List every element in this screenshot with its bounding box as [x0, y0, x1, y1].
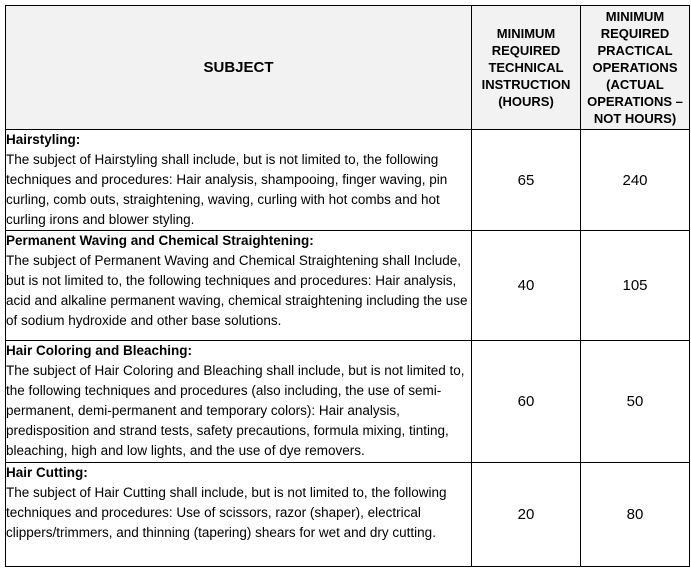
header-line: OPERATIONS: [592, 60, 678, 75]
operations-cell: 50: [581, 341, 690, 463]
subject-description: The subject of Hairstyling shall include, but is not limited to, the following techniques and procedures: Hair analysis, shampooing, finger waving, pin curling, comb outs, straightening, waving, curling with hot combs and hot curling irons and blower styling.: [6, 152, 448, 227]
operations-cell: 80: [581, 463, 690, 567]
operations-cell: 240: [581, 130, 690, 231]
subject-cell: [6, 231, 472, 341]
header-row: [6, 6, 690, 130]
header-line: (HOURS): [498, 94, 554, 109]
subject-description: The subject of Permanent Waving and Chemical Straightening shall Include, but is not limited to, the following techniques and procedures: Hair analysis, acid and alkaline permanent waving, chemical straightening including the use of sodium hydroxide and other base solutions.: [6, 253, 468, 328]
subject-cell: [6, 130, 472, 231]
header-line: REQUIRED: [600, 26, 670, 41]
hours-cell: 20: [472, 463, 581, 567]
technical-hours-column-header: [472, 6, 581, 130]
header-line: NOT HOURS): [593, 111, 677, 126]
subject-description: The subject of Hair Coloring and Bleaching shall include, but is not limited to, the following techniques and procedures (also including, the use of semi-permanent, demi-permanent and temporary colors): Hair analysis, predisposition and strand tests, safety precautions, formula mixing, tinting, bleaching, high and low lights, and the use of dye removers.: [6, 363, 465, 458]
hours-cell: 60: [472, 341, 581, 463]
header-line: TECHNICAL: [488, 60, 564, 75]
header-line: MINIMUM: [496, 26, 556, 41]
table-row: [6, 231, 690, 341]
practical-operations-column-header: [581, 6, 690, 130]
hours-cell: 65: [472, 130, 581, 231]
table-row: [6, 463, 690, 567]
header-line: PRACTICAL: [597, 43, 673, 58]
subject-title: Hair Coloring and Bleaching:: [6, 343, 193, 358]
header-line: REQUIRED: [491, 43, 561, 58]
header-line: MINIMUM: [605, 9, 665, 24]
subject-column-header: SUBJECT: [6, 6, 472, 130]
operations-cell: 105: [581, 231, 690, 341]
requirements-table: [5, 5, 690, 567]
subject-title: Permanent Waving and Chemical Straightening:: [6, 233, 314, 248]
subject-title: Hairstyling:: [6, 132, 81, 147]
table-row: [6, 130, 690, 231]
header-line: (ACTUAL: [606, 77, 664, 92]
header-line: OPERATIONS –: [587, 94, 683, 109]
subject-description: The subject of Hair Cutting shall include, but is not limited to, the following techniques and procedures: Use of scissors, razor (shaper), electrical clippers/trimmers, and thinning (tapering) shears for wet and dry cutting.: [6, 485, 447, 540]
subject-title: Hair Cutting:: [6, 465, 88, 480]
table-row: [6, 341, 690, 463]
hours-cell: 40: [472, 231, 581, 341]
header-line: INSTRUCTION: [481, 77, 571, 92]
subject-cell: [6, 341, 472, 463]
subject-cell: [6, 463, 472, 567]
